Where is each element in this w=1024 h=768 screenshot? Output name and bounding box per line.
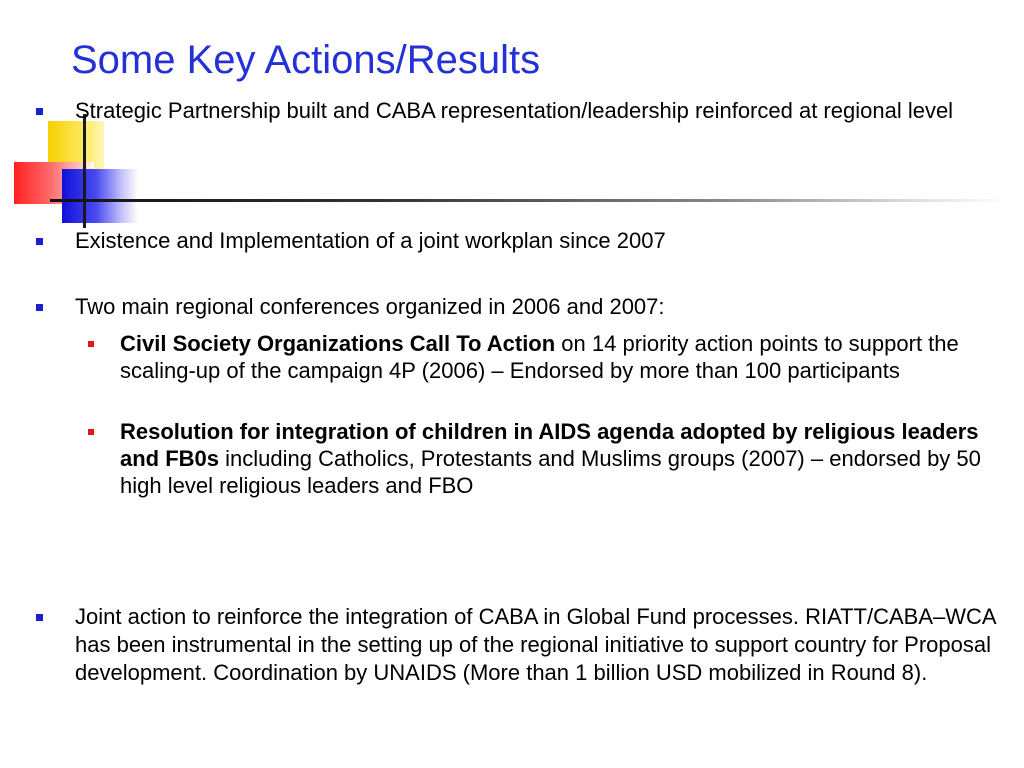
- title-divider-line: [50, 199, 1010, 202]
- bullet-item: [75, 227, 1005, 255]
- bullet-text: Joint action to reinforce the integration of CABA in Global Fund processes. RIATT/CABA–WCA has been instrumental in the setting up of the regional initiative to support country for Proposal development. Coordination by UNAIDS (More than 1 billion USD mobilized in Round 8).: [75, 604, 996, 685]
- decor-vertical-line: [83, 114, 86, 228]
- sub-bullet-item: [120, 330, 985, 384]
- bullet-item: [75, 97, 1005, 125]
- sub-bullet-item: [120, 418, 985, 499]
- sub-bullet-text: on 14 priority action points to support the scaling-up of the campaign 4P (2006) – Endorsed by more than 100 participants: [120, 331, 959, 383]
- sub-bullet-text: including Catholics, Protestants and Muslims groups (2007) – endorsed by 50 high level religious leaders and FBO: [120, 446, 981, 498]
- bullet-text: Two main regional conferences organized in 2006 and 2007:: [75, 294, 665, 319]
- bullet-item: [75, 603, 1000, 687]
- decor-blue-block: [62, 169, 138, 223]
- bullet-text: Existence and Implementation of a joint workplan since 2007: [75, 228, 666, 253]
- sub-bullet-square-icon: [88, 429, 94, 435]
- sub-bullet-square-icon: [88, 341, 94, 347]
- bullet-text: Strategic Partnership built and CABA representation/leadership reinforced at regional level: [75, 98, 954, 123]
- sub-bullet-bold-text: Civil Society Organizations Call To Action: [120, 331, 556, 356]
- slide-title: Some Key Actions/Results: [71, 38, 541, 82]
- bullet-square-icon: [36, 238, 43, 245]
- bullet-square-icon: [36, 304, 43, 311]
- bullet-square-icon: [36, 108, 43, 115]
- bullet-square-icon: [36, 614, 43, 621]
- bullet-item: [75, 293, 1005, 321]
- sub-bullet-bold-text: Resolution for integration of children in AIDS agenda adopted by religious leaders and FB0s: [120, 419, 979, 471]
